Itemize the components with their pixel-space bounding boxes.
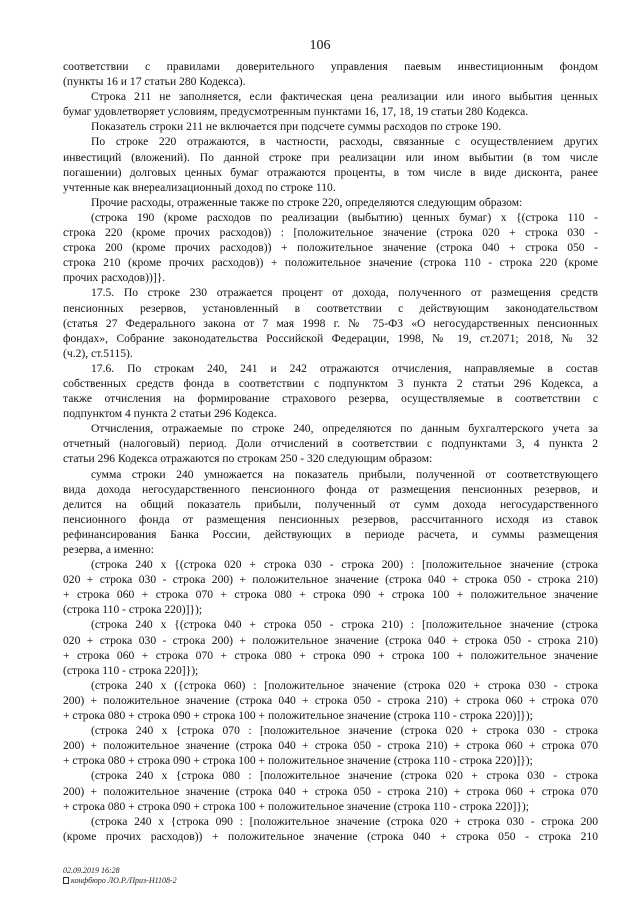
- text-line: (строка 110 - строка 220)]});: [63, 603, 203, 617]
- text-line: 17.5. По строке 230 отражается процент от дохода, полученного от размещения средств: [91, 286, 598, 300]
- text-line: пенсионных резервов, установленный в соответствии с действующим законодательством: [63, 301, 598, 315]
- text-line: 020 + строка 030 - строка 200) + положительное значение (строка 040 + строка 050 - строка 210): [63, 573, 598, 587]
- text-line: Отчисления, отражаемые по строке 240, определяются по данным бухгалтерского учета за: [91, 422, 598, 436]
- text-line: (строка 240 x ({строка 060) : [положительное значение (строка 020 + строка 030 - строка: [91, 678, 598, 692]
- text-line: Прочие расходы, отраженные также по строке 220, определяются следующим образом:: [91, 195, 523, 209]
- footer-path-line: [63, 876, 177, 886]
- text-line: (строка 240 x {строка 080 : [положительное значение (строка 020 + строка 030 - строка: [91, 769, 598, 783]
- text-line: (строка 110 - строка 220]});: [63, 663, 199, 677]
- text-line: 200) + положительное значение (строка 040 + строка 050 - строка 210) + строка 060 + строка 070: [63, 784, 598, 798]
- text-line: (статья 27 Федерального закона от 7 мая 1998 г. № 75-ФЗ «О негосударственных пенсионных: [63, 316, 598, 330]
- text-line: учтенные как внереализационный доход по строке 110.: [63, 180, 336, 194]
- text-line: подпунктом 4 пункта 2 статьи 296 Кодекса.: [63, 407, 277, 421]
- text-line: бумаг удовлетворяет условиям, предусмотренным пунктами 16, 17, 18, 19 статьи 280 Кодекса.: [63, 105, 529, 119]
- text-line: (строка 240 x {(строка 040 + строка 050 - строка 210) : [положительное значение (строка: [91, 618, 598, 632]
- footer-path: конфбюро ЛО.Р./Приз-Н1108-2: [71, 876, 177, 885]
- text-line: 200) + положительное значение (строка 040 + строка 050 - строка 210) + строка 060 + строка 070: [63, 693, 598, 707]
- text-line: собственных средств фонда в соответствии с подпунктом 3 пункта 2 статьи 296 Кодекса, а: [63, 376, 598, 390]
- text-line: строка 210 (кроме прочих расходов)) + положительное значение (строка 110 - строка 220 (кроме: [63, 256, 598, 270]
- text-line: статьи 296 Кодекса отражаются по строкам 250 - 320 следующим образом:: [63, 452, 433, 466]
- text-line: фондах», Собрание законодательства Российской Федерации, 1998, № 19, ст.2071; 2018, № 32: [63, 331, 598, 345]
- text-line: резерва, а именно:: [63, 543, 155, 556]
- text-line: 17.6. По строкам 240, 241 и 242 отражаются отчисления, направляемые в состав: [91, 361, 598, 375]
- text-line: По строке 220 отражаются, в частности, расходы, связанные с осуществлением других: [91, 135, 598, 149]
- document-icon: [63, 877, 69, 884]
- text-line: отчетный (налоговый) период. Доли отчислений в соответствии с подпунктами 3, 4 пункта 2: [63, 437, 598, 451]
- document-body: [63, 59, 598, 844]
- text-line: рефинансирования Банка России, действующих в периоде расчета, и суммы размещения: [63, 527, 598, 541]
- text-line: вида дохода негосударственного пенсионного фонда от размещения пенсионных резервов, и: [63, 482, 598, 496]
- text-line: + строка 060 + строка 070 + строка 080 + строка 090 + строка 100 + положительное значение: [63, 648, 598, 662]
- footer-date: 02.09.2019 16:28: [63, 866, 120, 875]
- text-line: погашении) долговых ценных бумаг отражаются проценты, в том числе в виде дисконта, ранее: [63, 165, 598, 179]
- text-line: строка 200 (кроме прочих расходов)) + положительное значение (строка 040 + строка 050 -: [63, 241, 598, 255]
- text-line: (строка 240 x {(строка 020 + строка 030 - строка 200) : [положительное значение (строка: [91, 558, 598, 572]
- text-line: (строка 240 x {строка 070 : [положительное значение (строка 020 + строка 030 - строка: [91, 724, 598, 738]
- text-line: также отчисления на формирование страхового резерва, осуществляемые в соответствии с: [63, 392, 598, 406]
- text-line: (строка 240 x {строка 090 : [положительное значение (строка 020 + строка 030 - строка 200: [91, 814, 598, 828]
- text-line: 020 + строка 030 - строка 200) + положительное значение (строка 040 + строка 050 - строка 210): [63, 633, 598, 647]
- text-line: сумма строки 240 умножается на показатель прибыли, полученной от соответствующего: [91, 467, 598, 481]
- text-line: + строка 060 + строка 070 + строка 080 + строка 090 + строка 100 + положительное значение: [63, 588, 598, 602]
- text-line: (ч.2), ст.5115).: [63, 346, 133, 360]
- text-line: инвестиций (вложений). По данной строке при реализации или ином выбытии (в том числе: [63, 150, 598, 164]
- text-line: + строка 080 + строка 090 + строка 100 + положительное значение (строка 110 - строка 220)]});: [63, 754, 533, 768]
- page-number: 106: [309, 38, 331, 53]
- text-line: + строка 080 + строка 090 + строка 100 + положительное значение (строка 110 - строка 220]});: [63, 799, 529, 813]
- text-line: строка 220 (кроме прочих расходов)) : [положительное значение (строка 020 + строка 030 -: [63, 226, 598, 240]
- text-line: (строка 190 (кроме расходов по реализации (выбытию) ценных бумаг) x {(строка 110 -: [91, 210, 598, 224]
- text-line: (кроме прочих расходов)) + положительное значение (строка 040 + строка 050 - строка 210: [63, 829, 598, 843]
- text-line: Строка 211 не заполняется, если фактическая цена реализации или иного выбытия ценных: [91, 90, 598, 104]
- text-line: соответствии с правилами доверительного управления паевым инвестиционным фондом: [63, 60, 598, 73]
- text-line: прочих расходов))]}.: [63, 271, 166, 285]
- text-line: + строка 080 + строка 090 + строка 100 + положительное значение (строка 110 - строка 220)]});: [63, 709, 533, 723]
- text-line: 200) + положительное значение (строка 040 + строка 050 - строка 210) + строка 060 + строка 070: [63, 739, 598, 753]
- text-line: Показатель строки 211 не включается при подсчете суммы расходов по строке 190.: [91, 120, 502, 134]
- text-line: делится на общий показатель прибыли, полученный от сумм дохода негосударственного: [63, 497, 598, 511]
- text-line: пенсионного фонда от размещения пенсионных резервов, рассчитанного исходя из ставок: [63, 512, 598, 526]
- page-footer: [63, 866, 177, 886]
- text-line: (пункты 16 и 17 статьи 280 Кодекса).: [63, 75, 246, 89]
